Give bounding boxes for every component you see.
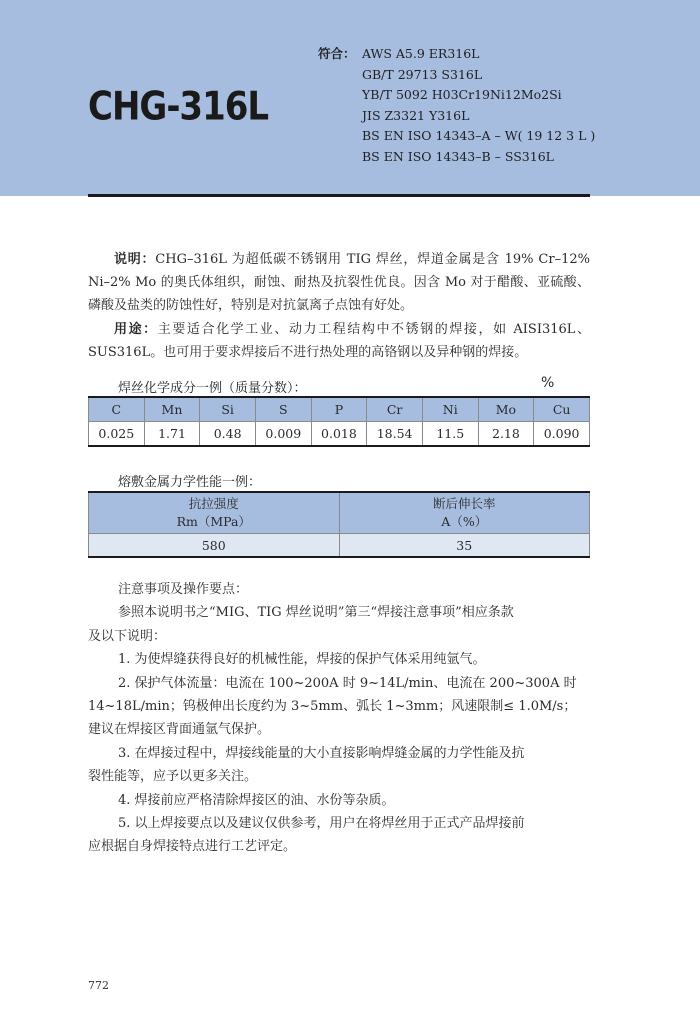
standard-item: BS EN ISO 14343–B – SS316L [362, 148, 554, 164]
element-header-p: P [311, 397, 367, 422]
standard-item: GB/T 29713 S316L [362, 66, 483, 82]
description-text: CHG–316L 为超低碳不锈钢用 TIG 焊丝，焊道金属是含 19% Cr–12% Ni–2% Mo 的奥氏体组织，耐蚀、耐热及抗裂性优良。因含 Mo 对于醋酸、亚硫酸、磷酸及盐类的防蚀性好，特别是对抗氯离子点蚀有好处。 [88, 252, 590, 313]
tensile-strength-label: 抗拉强度 [188, 496, 239, 511]
chemistry-header-row [89, 397, 590, 422]
conform-label: 符合： [318, 46, 356, 61]
mechanical-table [88, 491, 590, 558]
notes-line: 及以下说明： [88, 628, 167, 644]
elongation-label: 断后伸长率 [432, 496, 496, 511]
usage-label: 用途： [114, 322, 158, 337]
notes-line: 14~18L/min；钨极伸出长度约为 3~5mm、弧长 1~3mm；风速限制≤ 1.0M/s； [88, 699, 577, 715]
elongation-header [339, 492, 590, 534]
product-title: CHG-316L [88, 84, 269, 130]
notes-title: 注意事项及操作要点： [118, 582, 249, 597]
chemistry-title: 焊丝化学成分一例（质量分数）： [118, 381, 307, 396]
elongation-unit: A（%） [441, 514, 488, 529]
element-header-cr: Cr [367, 397, 423, 422]
tensile-strength-unit: Rm（MPa） [176, 514, 251, 529]
notes-line: 裂性能等，应予以更多关注。 [88, 769, 258, 785]
standard-item: YB/T 5092 H03Cr19Ni12Mo2Si [362, 87, 562, 103]
notes-line: 建议在焊接区背面通氩气保护。 [88, 722, 271, 738]
element-value-cr: 18.54 [367, 422, 423, 447]
element-value-mn: 1.71 [144, 422, 200, 447]
notes-line: 1. 为使焊缝获得良好的机械性能，焊接的保护气体采用纯氩气。 [118, 652, 486, 668]
mechanical-title: 熔敷金属力学性能一例： [118, 475, 262, 490]
notes-line: 4. 焊接前应严格清除焊接区的油、水份等杂质。 [118, 792, 395, 808]
element-header-cu: Cu [534, 397, 590, 422]
elongation-value: 35 [339, 534, 590, 558]
standards-list [362, 44, 595, 168]
notes-line: 参照本说明书之“MIG、TIG 焊丝说明”第三“焊接注意事项”相应条款 [118, 605, 514, 621]
element-value-mo: 2.18 [478, 422, 534, 447]
element-header-mn: Mn [144, 397, 200, 422]
page-number: 772 [88, 979, 109, 992]
header-divider [88, 194, 590, 197]
notes-line: 应根据自身焊接特点进行工艺评定。 [88, 839, 297, 855]
standard-item: JIS Z3321 Y316L [362, 107, 470, 123]
chemistry-table [88, 396, 590, 447]
element-value-cu: 0.090 [534, 422, 590, 447]
element-header-ni: Ni [422, 397, 478, 422]
usage-text: 主要适合化学工业、动力工程结构中不锈钢的焊接，如 AISI316L、SUS316L。也可用于要求焊接后不进行热处理的高铬钢以及异种钢的焊接。 [88, 322, 590, 360]
tensile-strength-value: 580 [89, 534, 340, 558]
mechanical-value-row [89, 534, 590, 558]
notes-line: 3. 在焊接过程中，焊接线能量的大小直接影响焊缝金属的力学性能及抗 [118, 745, 525, 761]
description-paragraph [88, 248, 590, 317]
element-value-s: 0.009 [255, 422, 311, 447]
usage-paragraph [88, 318, 590, 364]
standard-item: AWS A5.9 ER316L [362, 46, 480, 61]
element-value-p: 0.018 [311, 422, 367, 447]
element-header-c: C [89, 397, 145, 422]
standard-item: BS EN ISO 14343–A – W( 19 12 3 L ) [362, 128, 596, 144]
notes-line: 2. 保护气体流量：电流在 100~200A 时 9~14L/min、电流在 200~300A 时 [118, 675, 577, 691]
description-label: 说明： [114, 252, 156, 267]
chemistry-unit: % [541, 375, 555, 391]
tensile-strength-header [89, 492, 340, 534]
element-header-mo: Mo [478, 397, 534, 422]
mechanical-header-row [89, 492, 590, 534]
notes-line: 5. 以上焊接要点以及建议仅供参考，用户在将焊丝用于正式产品焊接前 [118, 816, 525, 832]
chemistry-value-row [89, 422, 590, 447]
element-header-si: Si [200, 397, 256, 422]
notes-section [88, 578, 590, 859]
element-value-c: 0.025 [89, 422, 145, 447]
element-header-s: S [255, 397, 311, 422]
element-value-ni: 11.5 [422, 422, 478, 447]
element-value-si: 0.48 [200, 422, 256, 447]
